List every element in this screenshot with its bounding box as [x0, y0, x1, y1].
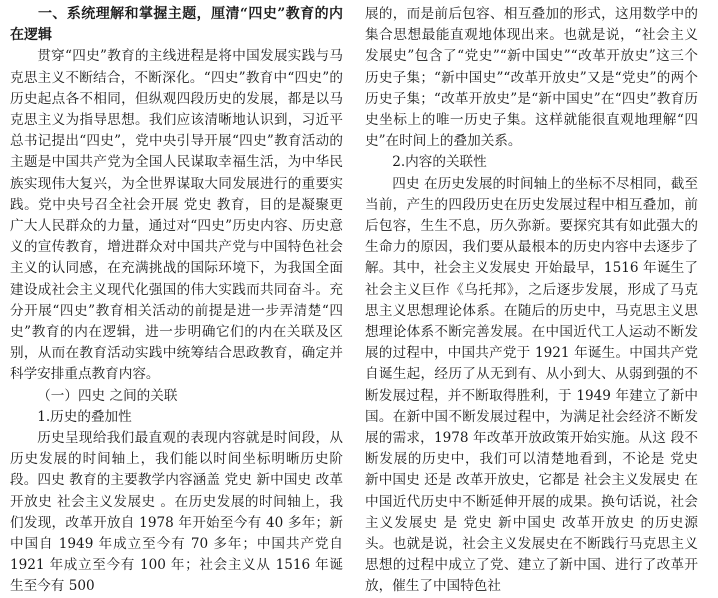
paragraph: 四史 在历史发展的时间轴上的坐标不尽相同，截至当前，产生的四段历史在历史发展过程中相互叠加，前后包容，生生不息，历久弥新。要探究其有如此强大的生命力的原因，我们要从最根本的历史内容中去逐步了解。其中，社会主义发展史 开始最早，1516 年诞生了社会主义巨作《乌托邦》，之后逐步发展，形成了马克思主义思想理论体系。在随后的历史中，马克思主义思想理论体系不断完善发展。在中国近代工人运动不断发展的过程中，中国共产党于 1921 年诞生。中国共产党自诞生起，经历了从无到有、从小到大、从弱到强的不断发展过程，并不断取得胜利，于 1949 年建立了新中国。在新中国不断发展过程中，为满足社会经济不断发展的需求，1978 年改革开放政策开始实施。从这 段不断发展的历史中，我们可以清楚地看到，不论是 党史 新中国史 还是 改革开放史，它都是 社会主义发展史 在中国近代历史中不断延伸开展的成果。换句话说，社会主义发展史 是 党史 新中国史 改革开放史 的历史源头。也就是说，社会主义发展史在不断践行马克思主义思想的过程中成立了党、建立了新中国、进行了改革开放，催生了中国特色社: [365, 175, 698, 595]
sub-subsection-heading: 2.内容的关联性: [392, 154, 487, 171]
paragraph: 历史呈现给我们最直观的表现内容就是时间段，从历史发展的时间轴上，我们能以时间坐标明晰历史阶段。四史 教育的主要教学内容涵盖 党史 新中国史 改革开放史 社会主义发展史 。在历史发展的时间轴上，我们发现，改革开放自 1978 年开始至今有 40 多年；新中国自 1949 年成立至今有 70 多年；中国共产党自 1921 年成立至今有 100 年；社会主义从 1516 年诞生至今有 500: [10, 430, 343, 595]
sub-subsection-heading: 1.历史的叠加性: [37, 408, 132, 425]
section-heading: 一、系统理解和掌握主题，厘清“四史”教育的内在逻辑: [10, 6, 343, 44]
paragraph: 展的，而是前后包容、相互叠加的形式，这用数学中的集合思想最能直观地体现出来。也就是说，“社会主义发展史”包含了“党史”“新中国史”“改革开放史”这三个历史子集；“新中国史”“改革开放史”又是“党史”的两个历史子集；“改革开放史”是“新中国史”在“四史”教育历史坐标上的唯一历史子集。这样就能很直观地理解“四史”在时间上的叠加关系。: [365, 6, 698, 150]
right-column: [365, 4, 698, 595]
subsection-heading: （一）四史 之间的关联: [37, 387, 178, 404]
left-column: [10, 4, 343, 595]
paragraph: 贯穿“四史”教育的主线进程是将中国发展实践与马克思主义不断结合，不断深化。“四史”教育中“四史”的历史起点各不相同，但纵观四段历史的发展，都是以马克思主义为指导思想。我们应该清晰地认识到，习近平总书记提出“四史”，党中央引导开展“四史”教育活动的主题是中国共产党为全国人民谋取幸福生活，为中华民族实现伟大复兴，为全世界谋取大同发展进行的重要实践。党中央号召全社会开展 党史 教育，目的是凝聚更广大人民群众的力量，通过对“四史”历史内容、历史意义的宣传教育，增进群众对中国共产党与中国特色社会主义的认同感，在充满挑战的国际环境下，为我国全面建设成社会主义现代化强国的伟大实践而共同奋斗。充分开展“四史”教育相关活动的前提是进一步弄清楚“四史”教育的内在逻辑，进一步明确它们的内在关联及区别，从而在教育活动实践中统筹结合思政教育，确定并科学安排重点教育内容。: [10, 48, 343, 383]
